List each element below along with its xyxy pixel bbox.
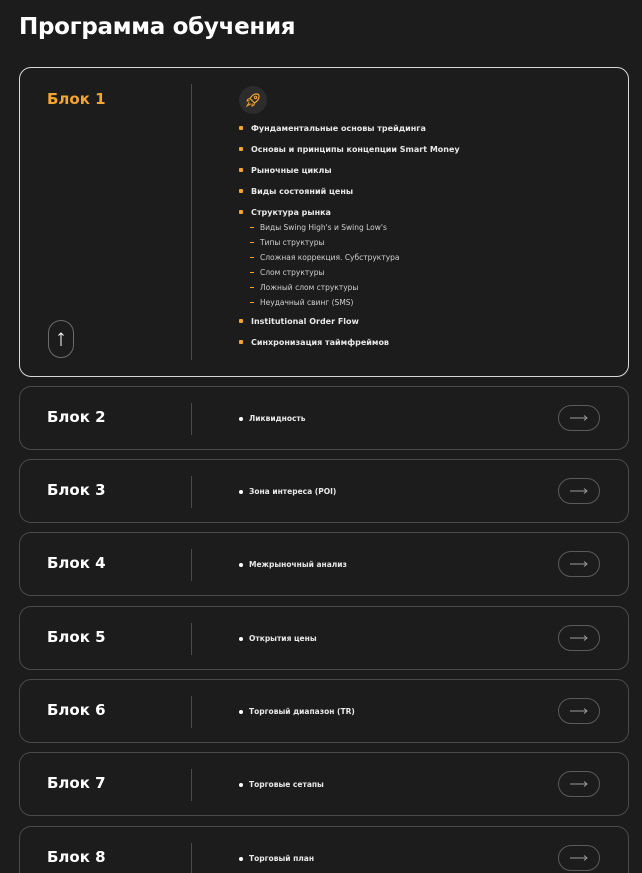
subtopic-item: Сложная коррекция. Субструктура bbox=[239, 253, 460, 262]
arrow-right-icon bbox=[569, 560, 589, 568]
topic-item: Виды состояний цены bbox=[239, 187, 460, 196]
divider bbox=[191, 623, 192, 655]
arrow-up-icon bbox=[57, 331, 65, 347]
divider bbox=[191, 769, 192, 801]
arrow-right-icon bbox=[569, 414, 589, 422]
arrow-right-icon bbox=[569, 854, 589, 862]
divider bbox=[191, 843, 192, 873]
topic-item: Торговый план bbox=[239, 854, 314, 863]
topic-item: Зона интереса (POI) bbox=[239, 487, 336, 496]
expand-button[interactable] bbox=[558, 478, 600, 504]
block-card-8[interactable] bbox=[19, 826, 629, 873]
topic-list bbox=[239, 124, 460, 347]
topic-item: Фундаментальные основы трейдинга bbox=[239, 124, 460, 133]
topic-item: Рыночные циклы bbox=[239, 166, 460, 175]
arrow-right-icon bbox=[569, 634, 589, 642]
expand-button[interactable] bbox=[558, 625, 600, 651]
subtopic-item: Слом структуры bbox=[239, 268, 460, 277]
divider bbox=[191, 403, 192, 435]
divider bbox=[191, 696, 192, 728]
subtopic-item: Ложный слом структуры bbox=[239, 283, 460, 292]
subtopic-item: Неудачный свинг (SMS) bbox=[239, 298, 460, 307]
arrow-right-icon bbox=[569, 707, 589, 715]
topic-item: Межрыночный анализ bbox=[239, 560, 347, 569]
subtopic-item: Типы структуры bbox=[239, 238, 460, 247]
page-title: Программа обучения bbox=[19, 14, 296, 40]
block-title: Блок 2 bbox=[47, 408, 106, 426]
block-title: Блок 8 bbox=[47, 848, 106, 866]
expand-button[interactable] bbox=[558, 551, 600, 577]
expand-button[interactable] bbox=[558, 845, 600, 871]
divider bbox=[191, 84, 192, 360]
topic-item: Торговые сетапы bbox=[239, 780, 324, 789]
collapse-button[interactable] bbox=[48, 320, 74, 358]
topic-item: Открытия цены bbox=[239, 634, 317, 643]
block-card-2[interactable] bbox=[19, 386, 629, 450]
block-title: Блок 1 bbox=[47, 90, 106, 108]
topic-item: Основы и принципы концепции Smart Money bbox=[239, 145, 460, 154]
rocket-icon bbox=[239, 86, 267, 114]
block-card-6[interactable] bbox=[19, 679, 629, 743]
topic-item: Структура рынка bbox=[239, 208, 460, 217]
expand-button[interactable] bbox=[558, 771, 600, 797]
block-title: Блок 5 bbox=[47, 628, 106, 646]
block-card-1[interactable] bbox=[19, 67, 629, 377]
divider bbox=[191, 476, 192, 508]
divider bbox=[191, 549, 192, 581]
topic-item: Ликвидность bbox=[239, 414, 306, 423]
block-title: Блок 7 bbox=[47, 774, 106, 792]
arrow-right-icon bbox=[569, 780, 589, 788]
block-title: Блок 3 bbox=[47, 481, 106, 499]
topic-item: Синхронизация таймфреймов bbox=[239, 338, 460, 347]
arrow-right-icon bbox=[569, 487, 589, 495]
topic-item: Institutional Order Flow bbox=[239, 317, 460, 326]
block-title: Блок 6 bbox=[47, 701, 106, 719]
block-title: Блок 4 bbox=[47, 554, 106, 572]
block-card-3[interactable] bbox=[19, 459, 629, 523]
expand-button[interactable] bbox=[558, 405, 600, 431]
expand-button[interactable] bbox=[558, 698, 600, 724]
subtopic-item: Виды Swing High's и Swing Low's bbox=[239, 223, 460, 232]
topic-item: Торговый диапазон (TR) bbox=[239, 707, 355, 716]
block-card-7[interactable] bbox=[19, 752, 629, 816]
block-card-4[interactable] bbox=[19, 532, 629, 596]
block-card-5[interactable] bbox=[19, 606, 629, 670]
